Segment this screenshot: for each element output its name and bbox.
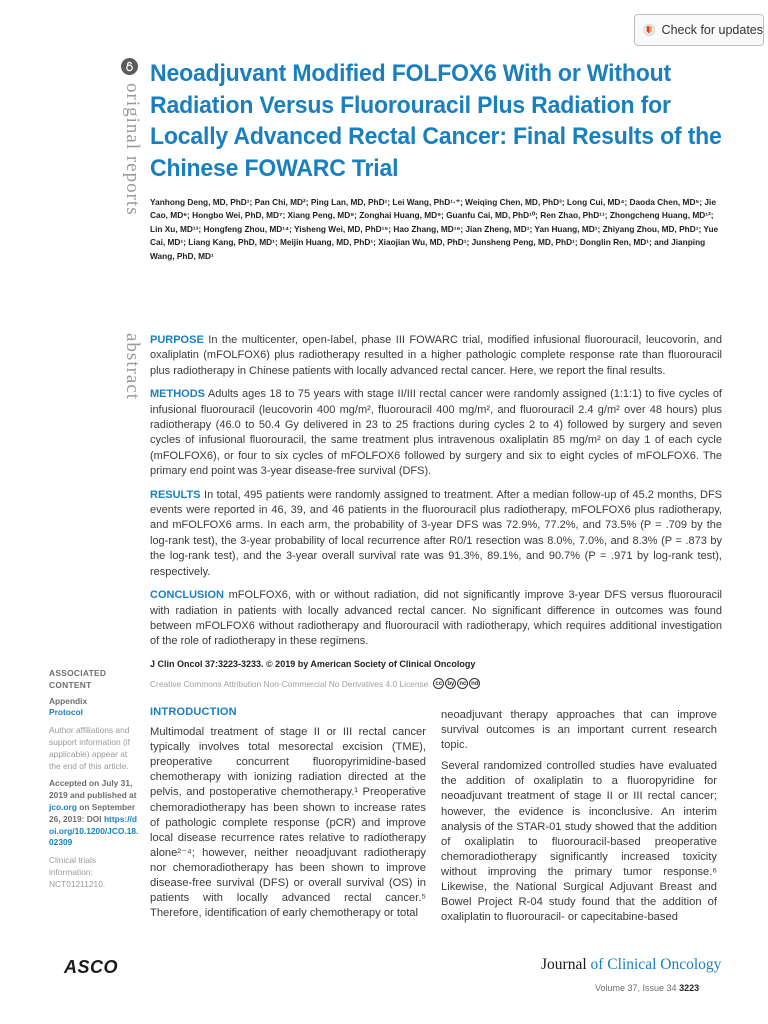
citation: J Clin Oncol 37:3223-3233. © 2019 by American Society of Clinical Oncology: [150, 659, 476, 669]
sidebar-heading-line1: ASSOCIATED: [49, 668, 107, 678]
volume-issue: Volume 37, Issue 34: [595, 983, 677, 993]
introduction-heading: INTRODUCTION: [150, 706, 237, 718]
methods-heading: METHODS: [150, 388, 205, 401]
intro-paragraph-1: Multimodal treatment of stage II or III rectal cancer typically involves total mesorectal excision (TME), preoperative concurrent fluoropyrimidine-based chemotherapy with ionizing radiation directed at the pelvis, and postoperative chemotherapy.¹ Preoperative chemoradiotherapy has been shown to increase rates of pathologic complete response (pCR) and improve local disease recurrence rates relative to radiotherapy alone²⁻⁴; however, neither neoadjuvant radiotherapy nor chemoradiotherapy has been shown to improve disease-free survival (DFS) or overall survival (OS) in patients with locally advanced rectal cancer.⁵ Therefore, identification of early chemotherapy or total: [150, 726, 426, 920]
license-line: [150, 678, 480, 689]
open-access-icon: [121, 58, 138, 75]
journal-name-part2: of Clinical Oncology: [590, 956, 722, 973]
abstract: [150, 333, 722, 658]
page-number: 3223: [679, 983, 700, 993]
conclusion-heading: CONCLUSION: [150, 589, 224, 602]
journal-name-part1: Journal: [541, 956, 587, 973]
conclusion-text: mFOLFOX6, with or without radiation, did not significantly improve 3-year DFS versus fluorouracil with radiation in patients with locally advanced rectal cancer. No significant difference in outcomes was found between mFOLFOX6 without radiotherapy and fluorouracil with radiotherapy, which requires additional investigation of the role of radiotherapy in these regimens.: [150, 589, 722, 648]
purpose-text: In the multicenter, open-label, phase III FOWARC trial, modified infusional fluorouracil, leucovorin, and oxaliplatin (mFOLFOX6) plus radiotherapy resulted in a higher pathologic complete response rate than fluorouracil plus radiotherapy in Chinese patients with locally advanced rectal cancer. Here, we report the final results.: [150, 334, 722, 377]
cc-nd-icon: nd: [469, 678, 480, 689]
article-title: Neoadjuvant Modified FOLFOX6 With or Without Radiation Versus Fluorouracil Plus Radiation for Locally Advanced Rectal Cancer: Final Results of the Chinese FOWARC Trial: [150, 60, 722, 182]
check-for-updates-button[interactable]: [634, 14, 764, 46]
sidebar-heading: [49, 668, 141, 692]
trials-info: Clinical trials information: NCT01211210.: [49, 855, 106, 889]
journal-logo: [541, 956, 721, 974]
license-link[interactable]: Creative Commons Attribution Non-Commercial No Derivatives 4.0 License: [150, 678, 429, 689]
cc-by-icon: by: [445, 678, 456, 689]
section-label-original-reports: original reports: [122, 83, 143, 216]
publication-history: [49, 778, 141, 849]
protocol-link[interactable]: Protocol: [49, 707, 83, 718]
cc-nc-icon: nc: [457, 678, 468, 689]
intro-paragraph-2: Several randomized controlled studies have evaluated the addition of oxaliplatin to a fluoropyridine for neoadjuvant treatment of stage II or III rectal cancer; however, the evidence is inconclusive. An interim analysis of the STAR-01 study showed that the addition of oxaliplatin to fluorouracil-based preoperative chemoradiotherapy significantly increased toxicity without improving the primary tumor response.⁶ Likewise, the National Surgical Adjuvant Breast and Bowel Project R-04 study found that the addition of oxaliplatin to fluorouracil- or capecitabine-based: [441, 760, 717, 924]
associated-content-sidebar: [49, 668, 141, 897]
intro-paragraph-1-cont: neoadjuvant therapy approaches that can improve survival outcomes is an important current research topic.: [441, 709, 717, 752]
author-list: Yanhong Deng, MD, PhD¹; Pan Chi, MD²; Ping Lan, MD, PhD¹; Lei Wang, PhD¹·⁺; Weiqing Chen, MD, PhD³; Long Cui, MD⁴; Daoda Chen, MD⁵; Jie Cao, MD⁶; Hongbo Wei, PhD, MD⁷; Xiang Peng, MD⁸; Zonghai Huang, MD⁹; Guanfu Cai, MD, PhD¹⁰; Ren Zhao, PhD¹¹; Zhongcheng Huang, MD¹²; Lin Xu, MD¹³; Hongfeng Zhou, MD¹⁴; Yisheng Wei, MD, PhD¹⁵; Hao Zhang, MD¹⁶; Jian Zheng, MD¹; Yan Huang, MD¹; Zhiyang Zhou, MD, PhD¹; Yue Cai, MD¹; Liang Kang, PhD, MD¹; Meijin Huang, MD, PhD¹; Xiaojian Wu, MD, PhD¹; Junsheng Peng, MD, PhD¹; Donglin Ren, MD¹; and Jianping Wang, PhD, MD¹: [150, 197, 719, 261]
appendix-label: Appendix: [49, 695, 88, 706]
intro-column-right: [441, 708, 717, 931]
abstract-conclusion: [150, 588, 722, 650]
sidebar-heading-line2: CONTENT: [49, 679, 92, 690]
purpose-heading: PURPOSE: [150, 334, 204, 346]
accepted-text: Accepted on July 31, 2019 and published at: [49, 778, 137, 801]
affiliations-note: Author affiliations and support information (if applicable) appear at the end of this article.: [49, 725, 130, 771]
abstract-purpose: [150, 333, 722, 379]
abstract-methods: [150, 387, 722, 479]
published-text: on September 26, 2019:: [49, 801, 136, 824]
cc-icon: cc: [433, 678, 444, 689]
section-label-abstract: abstract: [122, 333, 143, 401]
volume-info: [595, 983, 699, 993]
doi-link[interactable]: https://doi.org/10.1200/JCO.18.02309: [49, 813, 139, 848]
results-heading: RESULTS: [150, 488, 201, 501]
abstract-results: [150, 488, 722, 580]
check-updates-icon: [643, 21, 656, 39]
cc-license-icons: [433, 678, 480, 689]
methods-text: Adults ages 18 to 75 years with stage II/III rectal cancer were randomly assigned (1:1:1) to five cycles of infusional fluorouracil (leucovorin 400 mg/m², fluorouracil 400 mg/m², and fluorouracil 2.4 g/m² over 48 hours) plus radiotherapy (46.0 to 50.4 Gy delivered in 23 to 25 fractions during cycles 2 to 4) followed by surgery and seven cycles of infusional fluorouracil, the same treatment plus intravenous oxaliplatin 85 mg/m² on day 1 of each cycle (mFOLFOX6), or four to six cycles of mFOLFOX6 followed by surgery and six to eight cycles of mFOLFOX6. The primary end point was 3-year disease-free survival (DFS).: [150, 388, 722, 478]
doi-label: DOI: [86, 813, 102, 824]
check-updates-label: Check for updates: [661, 23, 763, 37]
asco-logo: ASCO: [64, 957, 119, 977]
results-text: In total, 495 patients were randomly assigned to treatment. After a median follow-up of 45.2 months, DFS events were reported in 46, 39, and 46 patients in the fluorouracil plus radiotherapy, mFOLFOX6 plus radiotherapy, and mFOLFOX6 arms. In each arm, the probability of 3-year DFS was 72.9%, 77.2%, and 73.5% (P = .709 by the log-rank test), the 3-year probability of local recurrence after R0/1 resection was 8.0%, 7.0%, and 8.3% (P = .873 by the log-rank test), and the 3-year overall survival rate was 91.3%, 89.1%, and 90.7% (P = .971 by log-rank test), respectively.: [150, 488, 722, 578]
jco-link[interactable]: jco.org: [49, 801, 77, 812]
intro-column-left: [150, 705, 426, 927]
